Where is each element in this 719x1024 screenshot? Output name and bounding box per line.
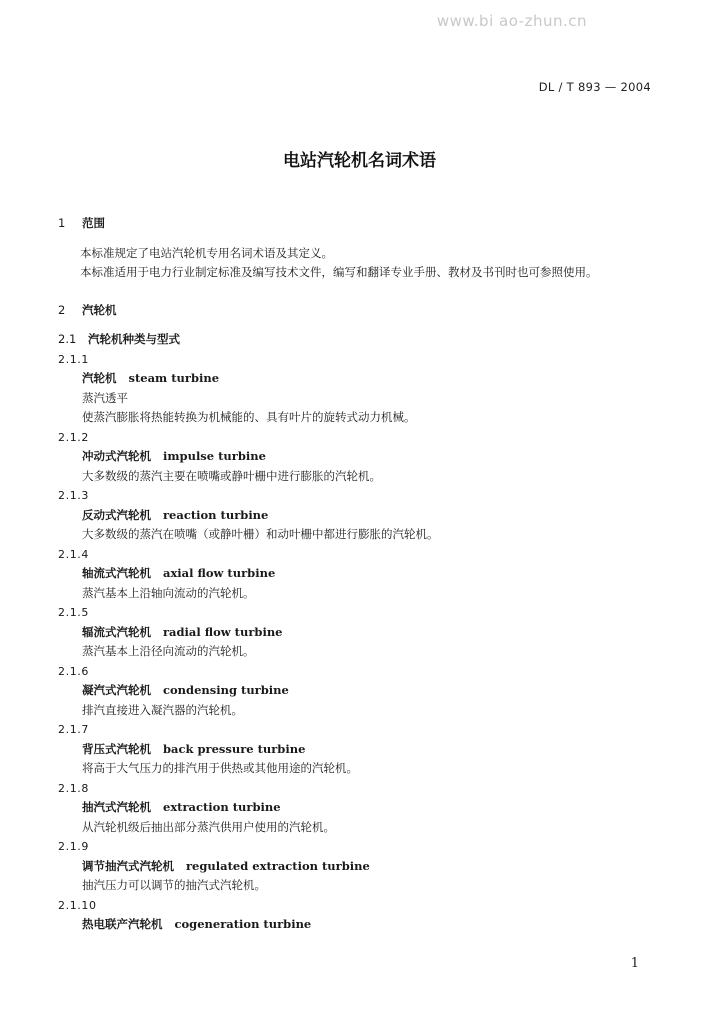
term-definition: 大多数级的蒸汽在喷嘴（或静叶栅）和动叶栅中都进行膨胀的汽轮机。 <box>82 527 439 541</box>
term-entry <box>58 662 652 721</box>
term-chinese: 抽汽式汽轮机 <box>82 800 151 814</box>
term-english: back pressure turbine <box>163 741 306 756</box>
term-entry <box>58 720 652 779</box>
term-chinese: 冲动式汽轮机 <box>82 449 151 463</box>
scope-paragraph-1: 本标准规定了电站汽轮机专用名词术语及其定义。 <box>80 245 333 260</box>
section-number: 2.1 <box>58 332 77 346</box>
term-chinese: 凝汽式汽轮机 <box>82 683 151 697</box>
term-english: reaction turbine <box>163 507 269 522</box>
term-definition: 将高于大气压力的排汽用于供热或其他用途的汽轮机。 <box>82 761 358 775</box>
term-definition: 大多数级的蒸汽主要在喷嘴或静叶栅中进行膨胀的汽轮机。 <box>82 468 381 483</box>
entry-number: 2.1.1 <box>58 352 89 366</box>
term-entry <box>58 428 652 487</box>
section-title: 汽轮机 <box>82 302 117 317</box>
section-title: 汽轮机种类与型式 <box>88 332 180 346</box>
section-title: 范围 <box>82 216 105 230</box>
term-chinese: 辐流式汽轮机 <box>82 624 151 639</box>
term-entry <box>58 486 652 545</box>
document-body <box>58 214 652 935</box>
term-alternative: 蒸汽透平 <box>82 390 128 405</box>
term-definition: 使蒸汽膨胀将热能转换为机械能的、具有叶片的旋转式动力机械。 <box>82 410 416 424</box>
page-number: 1 <box>630 956 639 971</box>
entry-number: 2.1.3 <box>58 489 89 502</box>
entry-number: 2.1.9 <box>58 840 89 853</box>
scope-paragraph-2: 本标准适用于电力行业制定标准及编写技术文件，编写和翻译专业手册、教材及书刊时也可参照使用。 <box>80 265 598 279</box>
term-english: regulated extraction turbine <box>186 858 370 873</box>
term-english: steam turbine <box>128 371 220 385</box>
term-entry <box>58 837 652 896</box>
term-entry <box>58 896 652 935</box>
document-title: 电站汽轮机名词术语 <box>283 151 436 171</box>
term-definition: 排汽直接进入凝汽器的汽轮机。 <box>82 702 243 717</box>
term-definition: 抽汽压力可以调节的抽汽式汽轮机。 <box>82 878 266 892</box>
section-1-heading <box>58 214 652 234</box>
term-chinese: 热电联产汽轮机 <box>82 917 163 931</box>
term-english: impulse turbine <box>163 449 266 463</box>
term-definition: 从汽轮机级后抽出部分蒸汽供用户使用的汽轮机。 <box>82 819 335 834</box>
term-chinese: 汽轮机 <box>82 371 117 385</box>
term-definition: 蒸汽基本上沿径向流动的汽轮机。 <box>82 644 255 658</box>
section-2-1-heading <box>58 330 652 350</box>
term-entry <box>58 603 652 662</box>
entry-number: 2.1.5 <box>58 606 89 619</box>
section-number: 1 <box>58 216 66 230</box>
entry-number: 2.1.4 <box>58 547 89 561</box>
term-english: condensing turbine <box>163 683 289 697</box>
watermark: www.bi ao-zhun.cn <box>436 12 587 30</box>
standard-code: DL / T 893 — 2004 <box>538 80 651 94</box>
section-2-heading <box>58 301 652 321</box>
term-entry <box>58 350 652 428</box>
term-english: extraction turbine <box>163 800 281 814</box>
term-english: radial flow turbine <box>163 624 283 639</box>
term-chinese: 反动式汽轮机 <box>82 507 151 522</box>
term-english: axial flow turbine <box>163 566 276 580</box>
entry-number: 2.1.6 <box>58 664 89 678</box>
term-entry <box>58 545 652 604</box>
term-entry <box>58 779 652 838</box>
term-english: cogeneration turbine <box>174 917 312 931</box>
entry-number: 2.1.8 <box>58 781 89 795</box>
term-chinese: 轴流式汽轮机 <box>82 566 151 580</box>
term-definition: 蒸汽基本上沿轴向流动的汽轮机。 <box>82 585 255 600</box>
entry-number: 2.1.10 <box>58 898 97 912</box>
section-number: 2 <box>58 302 66 317</box>
entry-number: 2.1.7 <box>58 723 89 736</box>
term-chinese: 背压式汽轮机 <box>82 741 151 756</box>
term-chinese: 调节抽汽式汽轮机 <box>82 858 174 873</box>
entry-number: 2.1.2 <box>58 430 89 444</box>
